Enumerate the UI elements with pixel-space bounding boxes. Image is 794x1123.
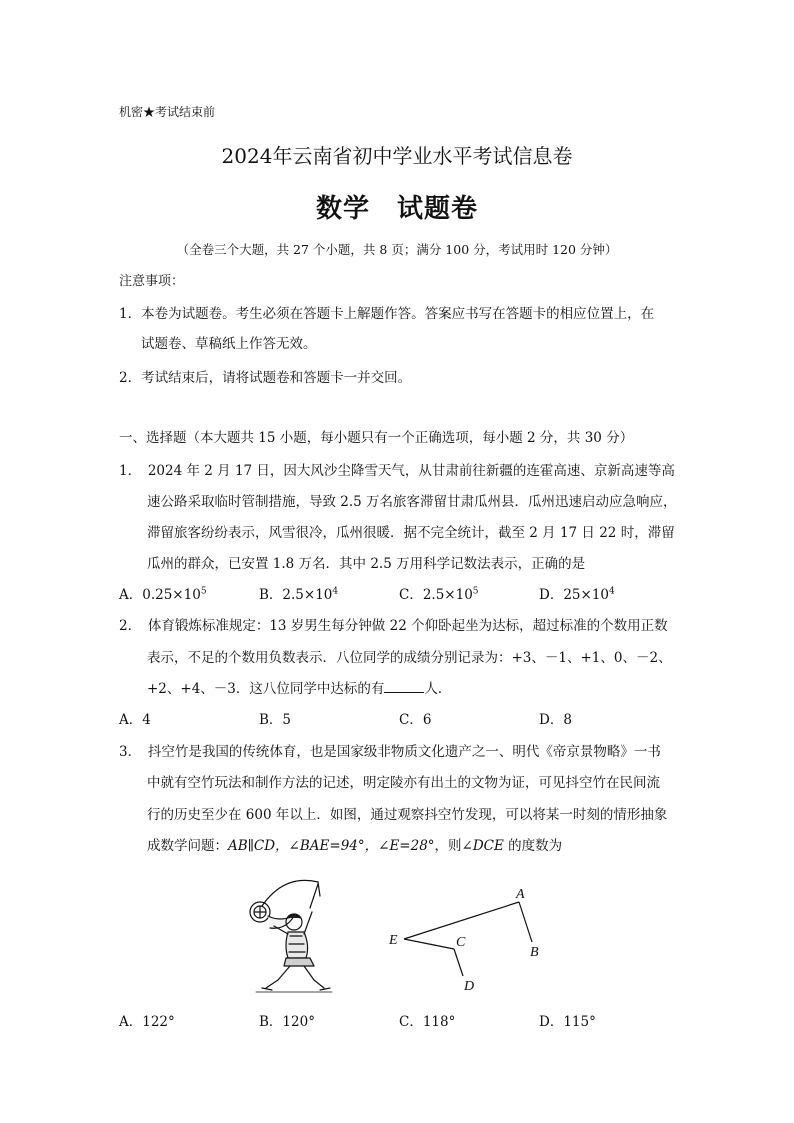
q3-option-d: D．115° — [539, 1014, 596, 1030]
label-c: C — [456, 935, 466, 950]
q1-line-3: 滞留旅客纷纷表示，风雪很冷，瓜州很暖．据不完全统计，截至 2 月 17 日 22 时，滞留 — [147, 525, 675, 541]
q2-option-b: B．5 — [259, 712, 292, 728]
segment-ab — [519, 902, 532, 942]
exam-title: 2024年云南省初中学业水平考试信息卷 — [221, 144, 573, 168]
q2-line-3: +2、+4、－3．这八位同学中达标的有 人． — [147, 681, 452, 697]
q1-option-c: C．$2.5\times 10^5$ — [399, 586, 479, 603]
notices-heading: 注意事项： — [119, 274, 185, 289]
q1-option-a: A．$0.25\times 10^5$ — [119, 586, 207, 603]
q3-line-3: 行的历史至少在 600 年以上．如图，通过观察抖空竹发现，可以将某一时刻的情形抽象 — [147, 807, 668, 823]
q1-option-b: B．$2.5\times 10^4$ — [259, 586, 339, 603]
answer-blank — [384, 680, 424, 693]
notice-item-2: 2．考试结束后，请将试题卷和答题卡一并交回。 — [119, 370, 412, 386]
q2-option-a: A．4 — [119, 712, 151, 728]
q2-line-1: 2． 体育锻炼标准规定：13 岁男生每分钟做 22 个仰卧起坐为达标，超过标准的个数用正数 — [119, 618, 668, 634]
q2-option-d: D．8 — [539, 712, 572, 728]
q1-line-1: 1． 2024 年 2 月 17 日，因大风沙尘降雪天气，从甘肃前往新疆的连霍高速、京新高速等高 — [119, 463, 675, 479]
label-e: E — [389, 933, 398, 948]
notice-item-1-line-1: 1．本卷为试题卷。考生必须在答题卡上解题作答。答案应书写在答题卡的相应位置上，在 — [119, 306, 655, 322]
diabolo-player-illustration — [244, 876, 334, 996]
q3-option-a: A．122° — [119, 1014, 175, 1030]
segment-ec — [404, 939, 454, 949]
label-d: D — [464, 979, 475, 994]
q1-line-2: 速公路采取临时管制措施，导致 2.5 万名旅客滞留甘肃瓜州县．瓜州迅速启动应急响应， — [147, 494, 677, 510]
q3-line-4: 成数学问题：AB∥CD，∠BAE=94°，∠E=28°，则∠DCE 的度数为 — [147, 838, 563, 854]
q3-line-2: 中就有空竹玩法和制作方法的记述，明定陵亦有出土的文物为证，可见抖空竹在民间流 — [147, 775, 660, 791]
q2-option-c: C．6 — [399, 712, 432, 728]
geometry-figure — [384, 884, 554, 994]
subject-title: 数学 试题卷 — [315, 194, 478, 224]
segment-cd — [454, 949, 463, 976]
notice-item-1-line-2: 试题卷、草稿纸上作答无效。 — [141, 336, 317, 352]
q2-line-2: 表示，不足的个数用负数表示．八位同学的成绩分别记录为：+3、－1、+1、0、－2、 — [147, 650, 672, 666]
segment-ea — [404, 902, 519, 939]
label-a: A — [516, 887, 525, 902]
q3-option-b: B．120° — [259, 1014, 315, 1030]
label-b: B — [530, 945, 539, 960]
q1-line-4: 瓜州的群众，已安置 1.8 万名．其中 2.5 万用科学记数法表示，正确的是 — [147, 556, 586, 572]
section-1-heading: 一、选择题（本大题共 15 小题，每小题只有一个正确选项，每小题 2 分，共 30 分） — [119, 430, 634, 446]
q3-line-1: 3． 抖空竹是我国的传统体育，也是国家级非物质文化遗产之一、明代《帝京景物略》一书 — [119, 744, 661, 760]
q3-option-c: C．118° — [399, 1014, 456, 1030]
confidential-label: 机密★考试结束前 — [119, 105, 216, 119]
exam-info-note: （全卷三个大题，共 27 个小题，共 8 页；满分 100 分，考试用时 120 分钟） — [176, 242, 618, 257]
q1-option-d: D．$25\times 10^4$ — [539, 586, 615, 603]
